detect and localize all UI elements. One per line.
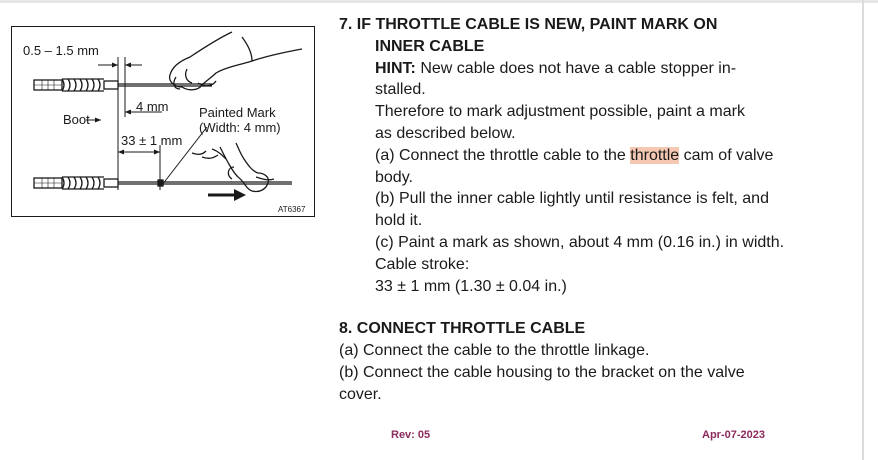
painted-mark-width-label: (Width: 4 mm) bbox=[199, 120, 281, 135]
highlighted-word: throttle bbox=[630, 146, 680, 164]
stroke-dimension-label: 33 ± 1 mm bbox=[121, 133, 183, 148]
cable-stroke-label: Cable stroke: bbox=[375, 255, 470, 273]
pull-direction-arrow bbox=[208, 189, 246, 201]
mark-width-dimension-label: 4 mm bbox=[136, 99, 169, 114]
step-7b-cont: hold it. bbox=[375, 212, 423, 230]
upper-hand-illustration bbox=[170, 32, 302, 90]
clearance-dimension-label: 0.5 – 1.5 mm bbox=[23, 43, 99, 58]
step-8a: (a) Connect the cable to the throttle linkage. bbox=[339, 342, 650, 360]
figure-code: AT6367 bbox=[278, 205, 306, 214]
painted-mark-label: Painted Mark bbox=[199, 105, 276, 120]
hint-label: HINT: bbox=[375, 59, 416, 77]
step-7a-text: (a) Connect the throttle cable to the bbox=[375, 146, 631, 164]
page-right-edge bbox=[862, 0, 864, 460]
section-gap bbox=[339, 297, 859, 318]
hint-text-cont: stalled. bbox=[375, 81, 426, 99]
boot-label: Boot bbox=[63, 112, 90, 127]
hint-line bbox=[339, 58, 859, 80]
throttle-cable-figure bbox=[11, 26, 315, 217]
page-top-edge bbox=[0, 0, 878, 3]
cable-stroke-value: 33 ± 1 mm (1.30 ± 0.04 in.) bbox=[375, 277, 567, 295]
section-7-line-2: as described below. bbox=[375, 124, 516, 142]
section-7-title-cont: INNER CABLE bbox=[375, 37, 485, 55]
hint-text: New cable does not have a cable stopper in- bbox=[415, 59, 737, 77]
step-7a-text-end: cam of valve bbox=[679, 146, 774, 164]
section-7-line-1: Therefore to mark adjustment possible, paint a mark bbox=[375, 103, 745, 121]
step-7a bbox=[339, 145, 859, 167]
footer-date: Apr-07-2023 bbox=[702, 429, 765, 441]
footer-revision: Rev: 05 bbox=[391, 429, 431, 441]
section-8-title: 8. CONNECT THROTTLE CABLE bbox=[339, 320, 586, 338]
step-7c: (c) Paint a mark as shown, about 4 mm (0.16 in.) in width. bbox=[375, 233, 785, 251]
step-8b: (b) Connect the cable housing to the bracket on the valve bbox=[339, 363, 745, 381]
section-7-title: 7. IF THROTTLE CABLE IS NEW, PAINT MARK ON bbox=[339, 16, 718, 33]
dimension-lines bbox=[86, 57, 207, 190]
instructions-text bbox=[339, 14, 859, 406]
step-7b: (b) Pull the inner cable lightly until resistance is felt, and bbox=[375, 190, 769, 208]
step-8b-cont: cover. bbox=[339, 385, 382, 403]
step-7a-cont: body. bbox=[375, 168, 413, 186]
